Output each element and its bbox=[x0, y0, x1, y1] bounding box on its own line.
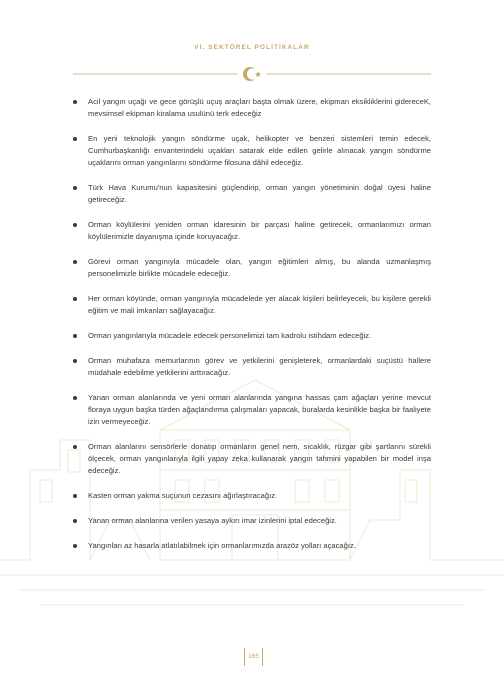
list-item-text: Her orman köyünde, orman yangınıyla mücadelede yer alacak kişileri belirleyecek, bu kişilere gerekli eğitim ve mali imkanları sağlayacağız. bbox=[88, 294, 431, 315]
list-item bbox=[73, 330, 431, 342]
list-item-text: Yanan orman alanlarında ve yeni orman alanlarında yangına hassas çam ağaçları yerine mevcut floraya uygun başka türden ağaçlandırma çalışmaları yapacak, buralarda kesinlikle başka bir faaliyete izin vermeyeceğiz. bbox=[88, 393, 431, 426]
policy-list bbox=[73, 96, 431, 552]
list-item bbox=[73, 219, 431, 243]
page-number: 165 bbox=[244, 648, 263, 666]
bullet-icon bbox=[73, 223, 77, 227]
list-item-text: Orman muhafaza memurlarının görev ve yetkilerini genişleterek, ormanlardaki suçüstü hallere müdahale edebilme yetkilerini arttıracağız. bbox=[88, 356, 431, 377]
list-item-text: En yeni teknolojik yangın söndürme uçak, helikopter ve benzeri sistemleri temin edecek, Cumhurbaşkanlığı envanterindeki uçakları satarak elde edilen gelirle alınacak yangın söndürme uçaklarını orman yangınlarını söndürme filosuna dâhil edeceğiz. bbox=[88, 134, 431, 167]
list-item-text: Acil yangın uçağı ve gece görüşlü uçuş araçları başta olmak üzere, ekipman eksikliklerini gidereceK, mevsimsel ekipman kiralama usulünü terk edeceğiz bbox=[88, 97, 431, 118]
list-item bbox=[73, 182, 431, 206]
bullet-icon bbox=[73, 445, 77, 449]
bullet-icon bbox=[73, 494, 77, 498]
list-item bbox=[73, 96, 431, 120]
list-item bbox=[73, 293, 431, 317]
list-item-text: Görevi orman yangınıyla mücadele olan, yangın eğitimleri almış, bu alanda uzmanlaşmış personelimizle birlikte mücadele edeceğiz. bbox=[88, 257, 431, 278]
list-item bbox=[73, 355, 431, 379]
list-item-text: Yanan orman alanlarına verilen yasaya aykırı imar izinlerini iptal edeceğiz. bbox=[88, 516, 337, 525]
list-item-text: Kasten orman yakma suçunun cezasını ağırlaştıracağız. bbox=[88, 491, 278, 500]
bullet-icon bbox=[73, 396, 77, 400]
bullet-icon bbox=[73, 297, 77, 301]
bullet-icon bbox=[73, 334, 77, 338]
bullet-icon bbox=[73, 186, 77, 190]
list-item bbox=[73, 490, 431, 502]
bullet-icon bbox=[73, 544, 77, 548]
list-item bbox=[73, 515, 431, 527]
bullet-icon bbox=[73, 519, 77, 523]
list-item bbox=[73, 441, 431, 477]
list-item-text: Orman alanlarını sensörlerle donatıp ormanların genel nem, sıcaklık, rüzgar gibi şartlarını sürekli ölçecek, orman yangınlarıyla ilgili yapay zeka kullanarak yangın tahmini yapabilen bir model inşa edeceğiz. bbox=[88, 442, 431, 475]
list-item bbox=[73, 256, 431, 280]
bullet-icon bbox=[73, 137, 77, 141]
bullet-icon bbox=[73, 260, 77, 264]
list-item-text: Orman yangınlarıyla mücadele edecek personelimizi tam kadrolu istihdam edeceğiz. bbox=[88, 331, 372, 340]
list-item-text: Türk Hava Kurumu'nun kapasitesini güçlendirip, orman yangın yönetiminin doğal üyesi haline getireceğiz. bbox=[88, 183, 431, 204]
list-item bbox=[73, 133, 431, 169]
list-item bbox=[73, 392, 431, 428]
list-item bbox=[73, 540, 431, 552]
header-divider bbox=[73, 65, 431, 83]
bullet-icon bbox=[73, 100, 77, 104]
list-item-text: Yangınları az hasarla atlatılabilmek için ormanlarımızda arazöz yolları açacağız. bbox=[88, 541, 356, 550]
section-title: VI. SEKTÖREL POLİTİKALAR bbox=[194, 44, 310, 51]
list-item-text: Orman köylülerini yeniden orman idaresinin bir parçası haline getirecek, ormanlarımızı orman köylülerimizle dayanışma içinde koruyacağız. bbox=[88, 220, 431, 241]
crescent-star-icon bbox=[243, 67, 261, 81]
bullet-icon bbox=[73, 359, 77, 363]
